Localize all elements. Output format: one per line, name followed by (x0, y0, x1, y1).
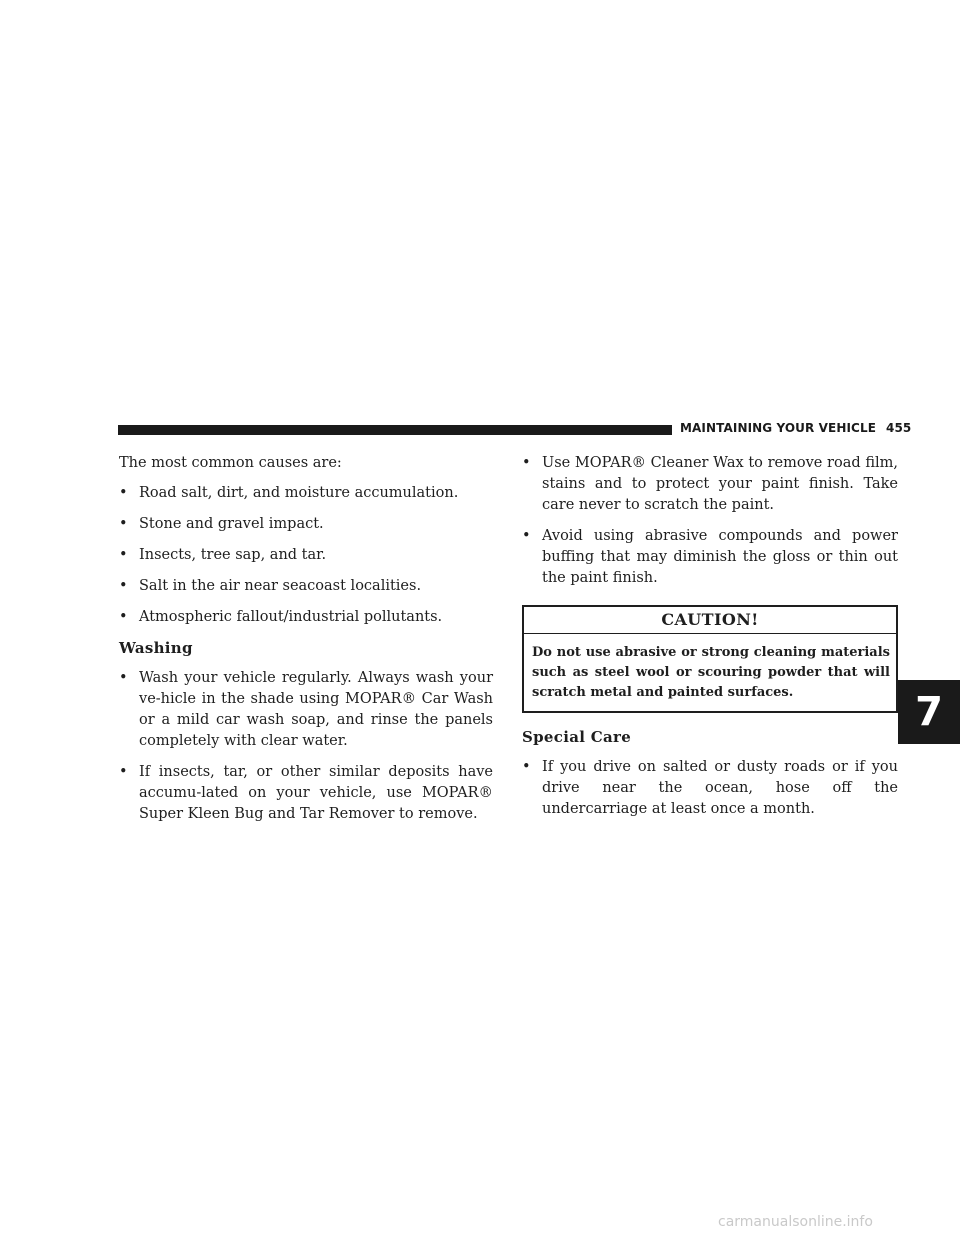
page-number: 455 (886, 421, 912, 435)
bullet-icon: • (522, 528, 531, 544)
list-item: • Atmospheric fallout/industrial pollutants. (119, 607, 493, 628)
bullet-icon: • (119, 609, 128, 625)
caution-body: Do not use abrasive or strong cleaning materials such as steel wool or scouring powder that will scratch metal and painted surfaces. (532, 645, 890, 700)
left-column (119, 453, 493, 835)
chapter-number: 7 (915, 689, 943, 735)
bullet-icon: • (522, 759, 531, 775)
bullet-icon: • (119, 764, 128, 780)
care-list (522, 453, 898, 589)
list-item: • Insects, tree sap, and tar. (119, 545, 493, 566)
bullet-icon: • (119, 670, 128, 686)
chapter-tab (898, 680, 960, 744)
bullet-icon: • (119, 485, 128, 501)
causes-intro: The most common causes are: (119, 455, 342, 471)
special-care-heading: Special Care (522, 728, 632, 746)
special-care-list (522, 757, 898, 820)
bullet-icon: • (119, 578, 128, 594)
section-title: MAINTAINING YOUR VEHICLE (680, 421, 876, 435)
watermark: carmanualsonline.info (718, 1214, 873, 1230)
washing-heading: Washing (119, 639, 193, 657)
header-rule (118, 425, 672, 435)
list-item: • Avoid using abrasive compounds and power buffing that may diminish the gloss or thin out the paint finish. (522, 528, 898, 586)
washing-list (119, 668, 493, 825)
caution-box (522, 605, 898, 713)
running-header (680, 421, 911, 435)
list-item: • Salt in the air near seacoast localities. (119, 576, 493, 597)
bullet-icon: • (119, 547, 128, 563)
list-item: • Wash your vehicle regularly. Always wash your ve-hicle in the shade using MOPAR® Car Wash or a mild car wash soap, and rinse the panels completely with clear water. (119, 670, 493, 749)
list-item: • Use MOPAR® Cleaner Wax to remove road film, stains and to protect your paint finish. Take care never to scratch the paint. (522, 455, 898, 513)
causes-list (119, 483, 493, 628)
list-item: • If you drive on salted or dusty roads or if you drive near the ocean, hose off the undercarriage at least once a month. (522, 759, 898, 817)
list-item: • Stone and gravel impact. (119, 514, 493, 535)
bullet-icon: • (522, 455, 531, 471)
list-item: • Road salt, dirt, and moisture accumulation. (119, 483, 493, 504)
caution-title: CAUTION! (524, 607, 896, 634)
bullet-icon: • (119, 516, 128, 532)
list-item: • If insects, tar, or other similar deposits have accumu-lated on your vehicle, use MOPAR® Super Kleen Bug and Tar Remover to remove. (119, 764, 493, 822)
right-column (522, 453, 898, 830)
